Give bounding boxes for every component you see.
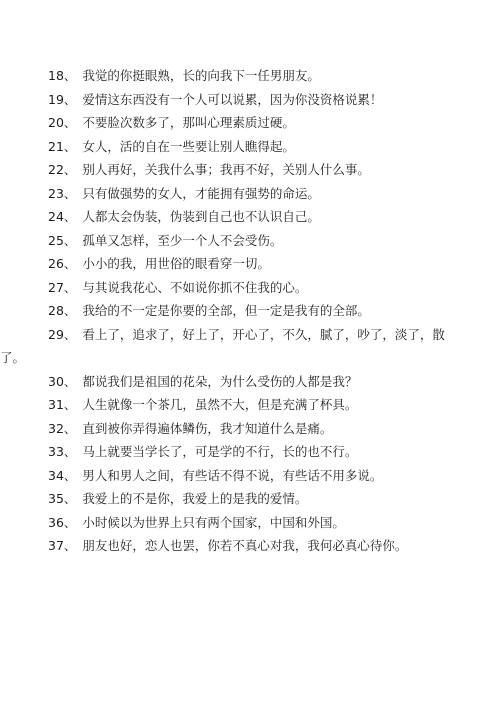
entry-number: 30、: [48, 373, 77, 389]
list-item: [0, 158, 448, 182]
entry-number: 24、: [48, 209, 77, 224]
entry-number: 27、: [48, 279, 77, 295]
entry-text: 人生就像一个茶几，虽然不大，但是充满了杯具。: [82, 397, 358, 412]
entry-number: 18、: [48, 68, 77, 83]
list-item: [0, 88, 448, 112]
entry-text: 孤单又怎样，至少一个人不会受伤。: [82, 232, 283, 248]
entry-number: 29、: [48, 326, 77, 342]
list-item: [0, 440, 448, 464]
entry-text: 爱情这东西没有一个人可以说累，因为你没资格说累！: [82, 91, 383, 107]
list-item: [0, 534, 448, 558]
entry-number: 36、: [48, 514, 77, 530]
entry-text: 与其说我花心、不如说你抓不住我的心。: [82, 279, 308, 295]
entry-text: 我觉的你挺眼熟，长的向我下一任男朋友。: [82, 68, 320, 83]
entry-text: 男人和男人之间，有些话不得不说，有些话不用多说。: [82, 467, 383, 483]
list-item: [0, 464, 448, 488]
entry-text: 我爱上的不是你，我爱上的是我的爱情。: [82, 491, 308, 506]
entry-number: 22、: [48, 162, 77, 177]
entry-number: 28、: [48, 303, 77, 318]
entry-text: 女人，活的自在一些要让别人瞧得起。: [82, 138, 295, 154]
entry-number: 26、: [48, 256, 77, 271]
entry-text: 我给的不一定是你要的全部，但一定是我有的全部。: [82, 303, 370, 318]
entry-text: 马上就要当学长了，可是学的不行，长的也不行。: [82, 444, 358, 459]
entry-text: 看上了，追求了，好上了，开心了，不久，腻了，吵了，淡了，散了。: [0, 326, 445, 365]
entry-text: 小小的我，用世俗的眼看穿一切。: [82, 256, 270, 271]
list-item: [0, 252, 448, 276]
list-item: [0, 205, 448, 229]
list-item: [0, 417, 448, 441]
entry-text: 直到被你弄得遍体鳞伤，我才知道什么是痛。: [82, 420, 333, 436]
entry-text: 朋友也好，恋人也罢，你若不真心对我，我何必真心待你。: [82, 538, 408, 553]
entry-text: 别人再好，关我什么事；我再不好，关别人什么事。: [82, 162, 370, 177]
entry-number: 25、: [48, 232, 77, 248]
list-item: [0, 393, 448, 417]
list-item: [0, 111, 448, 135]
entry-number: 23、: [48, 185, 77, 201]
entry-number: 20、: [48, 115, 77, 130]
entry-number: 34、: [48, 467, 77, 483]
entry-number: 19、: [48, 91, 77, 107]
entry-text: 不要脸次数多了，那叫心理素质过硬。: [82, 115, 295, 130]
entry-number: 21、: [48, 138, 77, 154]
quote-list: [0, 64, 448, 558]
list-item: [0, 64, 448, 88]
list-item: [0, 276, 448, 300]
list-item: [0, 229, 448, 253]
list-item: [0, 487, 448, 511]
entry-text: 人都太会伪装，伪装到自己也不认识自己。: [82, 209, 320, 224]
list-item: [0, 511, 448, 535]
list-item: [0, 370, 448, 394]
entry-number: 37、: [48, 538, 77, 553]
entry-number: 33、: [48, 444, 77, 459]
entry-text: 小时候以为世界上只有两个国家，中国和外国。: [82, 514, 345, 530]
entry-text: 只有做强势的女人，才能拥有强势的命运。: [82, 185, 320, 201]
entry-number: 31、: [48, 397, 77, 412]
list-item: [0, 182, 448, 206]
list-item: [0, 135, 448, 159]
entry-number: 35、: [48, 491, 77, 506]
entry-number: 32、: [48, 420, 77, 436]
entry-text: 都说我们是祖国的花朵，为什么受伤的人都是我？: [82, 373, 358, 389]
list-item: [0, 299, 448, 323]
list-item: [0, 323, 448, 370]
